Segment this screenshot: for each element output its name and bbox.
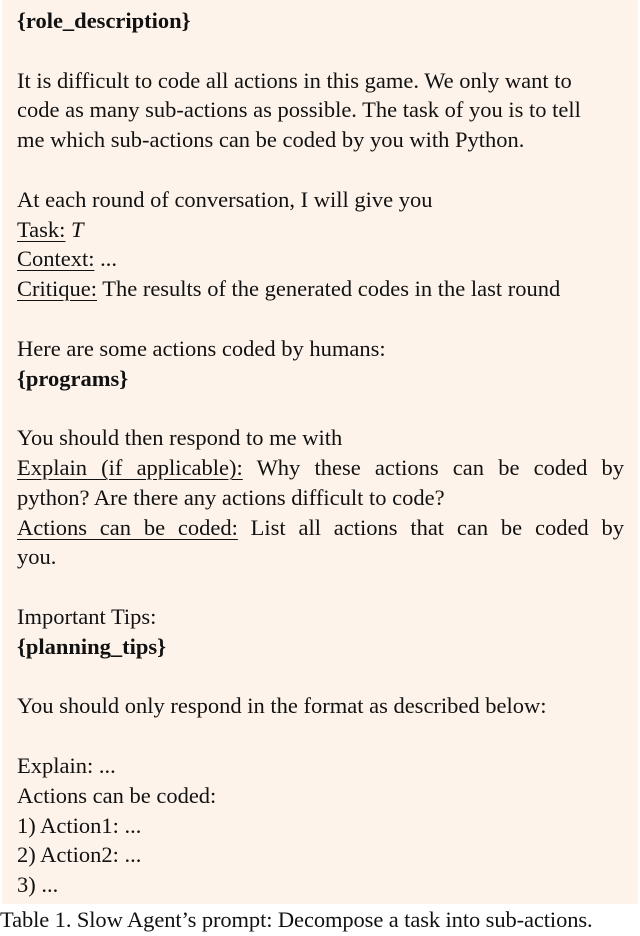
task-label: Task:: [17, 216, 66, 242]
format-line-explain: Explain: ...: [17, 752, 116, 778]
explain-value-cont: python? Are there any actions difficult to code?: [17, 484, 445, 510]
planning-tips-placeholder: {planning_tips}: [17, 633, 167, 659]
spacer: [17, 36, 624, 66]
context-input: [17, 244, 624, 274]
prompt-box: [2, 0, 638, 904]
explain-label: Explain (if applicable):: [17, 454, 243, 480]
context-label: Context:: [17, 246, 95, 272]
spacer: [17, 155, 624, 185]
explain-output: [17, 453, 624, 483]
format-line-actions: Actions can be coded:: [17, 782, 217, 808]
context-value: ...: [100, 246, 117, 272]
spacer: [17, 393, 624, 423]
role-description-placeholder: {role_description}: [17, 8, 191, 33]
task-value: T: [71, 216, 84, 242]
intro-line-1: It is difficult to code all actions in this game. We only want to: [17, 67, 572, 93]
format-line-action2: 2) Action2: ...: [17, 842, 142, 868]
actions-value: List all actions that can be coded by: [250, 514, 624, 540]
format-intro: You should only respond in the format as described below:: [17, 693, 547, 719]
table-caption: Table 1. Slow Agent’s prompt: Decompose a task into sub-actions.: [0, 907, 593, 932]
spacer: [17, 721, 624, 751]
format-line-action1: 1) Action1: ...: [17, 812, 142, 838]
critique-label: Critique:: [17, 276, 97, 302]
intro-line-2: code as many sub-actions as possible. The task of you is to tell: [17, 97, 581, 123]
actions-value-cont: you.: [17, 544, 57, 570]
round-intro: At each round of conversation, I will give you: [17, 186, 433, 212]
task-input: [17, 215, 624, 245]
actions-label: Actions can be coded:: [17, 514, 238, 540]
intro-line-3: me which sub-actions can be coded by you with Python.: [17, 127, 525, 153]
critique-value: The results of the generated codes in the last round: [102, 276, 561, 302]
tips-label: Important Tips:: [17, 603, 157, 629]
programs-intro: Here are some actions coded by humans:: [17, 335, 386, 361]
format-line-action3: 3) ...: [17, 872, 59, 898]
respond-intro: You should then respond to me with: [17, 425, 343, 451]
explain-value: Why these actions can be coded by: [256, 454, 625, 480]
spacer: [17, 662, 624, 692]
programs-placeholder: {programs}: [17, 365, 129, 391]
spacer: [17, 304, 624, 334]
spacer: [17, 572, 624, 602]
actions-output: [17, 513, 624, 543]
critique-input: [17, 274, 624, 304]
